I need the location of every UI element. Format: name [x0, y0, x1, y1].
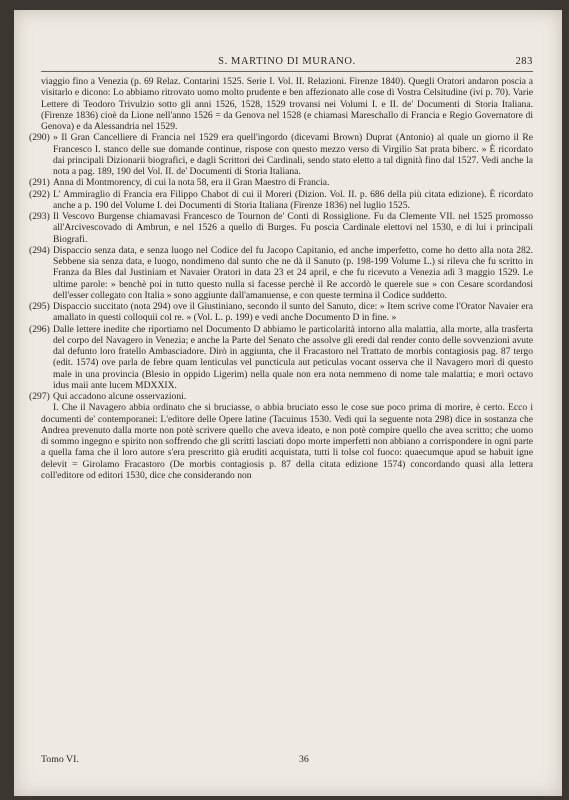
- signature-mark: 36: [299, 754, 309, 765]
- note-293: [29, 211, 533, 245]
- note-number: (293): [29, 211, 50, 222]
- header-rule: [41, 71, 533, 72]
- notes-body: [29, 76, 533, 481]
- note-text: Dispaccio senza data, e senza luogo nel Codice del fu Jacopo Capitanio, ed anche imperfetto, come ho detto alla nota 282. Sebbene sia senza data, e luogo, nondimeno dal sunto che ne dà il Sanuto (p. 198-199 Volume L.) si rileva che fu scritto in Franza da Bles dal Justiniam et Navaier Oratori in data 23 et 24 april, e che fu ricevuto a Venezia adì 3 maggio 1529. Le ultime parole: » benchè poi in tutto questo nulla si facesse perchè il Re accordò le querele sue » con Cesare scordandosi dell'esser collegato con Italia » sono aggiunte dall'amanuense, e con queste termina il Codice suddetto.: [53, 244, 533, 301]
- note-296: [29, 323, 533, 392]
- note-number: (290): [29, 132, 50, 144]
- running-header: [41, 56, 533, 70]
- note-number: (291): [29, 177, 50, 189]
- intro-paragraph: viaggio fino a Venezia (p. 69 Relaz. Contarini 1525. Serie I. Vol. II. Relazioni. Firenze 1840). Quegli Oratori andaron poscia a visitarlo e dicono: Lo abbiamo ritrovato uomo molto prudente e ben affezionato alle cose di Vostra Celsitudine (ivi p. 70). Varie Lettere di Teodoro Trivulzio sotto gli anni 1526, 1528, 1529 trovansi nei Volumi I. e II. de' Documenti di Storia Italiana. (Firenze 1836) cioè da Lione nell'anno 1526 = da Genova nel 1528 (e chiamasi Mareschallo di Francia e Regio Governatore di Genova) e da Alessandria nel 1529.: [41, 76, 533, 132]
- note-text: Qui accadono alcune osservazioni.: [53, 391, 187, 402]
- note-number: (295): [29, 301, 50, 312]
- note-text: Il Vescovo Burgense chiamavasi Francesco de Tournon de' Conti di Rossiglione. Fu da Clemente VII. nel 1525 promosso all'Arcivescovado di Ambrun, e nel 1526 a quello di Burges. Fu poscia Cardinale elettovi nel 1530, e di lui i principali Biografi.: [53, 211, 533, 245]
- note-297: [29, 391, 533, 402]
- note-text: Dalle lettere inedite che riportiamo nel Documento D abbiamo le particolarità intorno alla malattia, alla morte, alla trasferta del corpo del Navagero in Venezia; e anche la Parte del Senato che assolve gli eredi dal render conto delle sovvenzioni avute dal defunto loro fratello Ambasciadore. Dirò in aggiunta, che il Fracastoro nel Trattato de morbis contagiosis pag. 87 tergo (edit. 1574) ove parla de febre quam lenticulas vel puncticula aut peticulas vocant osserva che il Navagero morì di questo male in una provincia (Blesio in oppido Ligerim) nella quale non era nota nemmeno di nome tale malattia; e morì octavo idus maii ante lucem MDXXIX.: [53, 323, 533, 391]
- running-title: S. MARTINO DI MURANO.: [218, 56, 356, 67]
- note-text: Dispaccio succitato (nota 294) ove il Giustiniano, secondo il sunto del Sanuto, dice: » Item scrive come l'Orator Navaier era amallato in questi colloquii col re. » (Vol. L. p. 199) e vedi anche Documento D in fine. »: [53, 301, 533, 324]
- note-text: Anna di Montmorency, di cui la nota 58, era il Gran Maestro di Francia.: [53, 177, 330, 189]
- note-295: [29, 301, 533, 324]
- paragraph-297-i: I. Che il Navagero abbia ordinato che si bruciasse, o abbia bruciato esso le cose sue poco prima di morire, è certo. Ecco i documenti de' contemporanei: L'editore delle Opere latine (Tacuinus 1530. Vedi qui la seguente nota 298) dice in sostanza che Andrea prevenuto dalla morte non potè scrivere quello che aveva ideato, e non potè compire quello che avea scritto; che uomo di sommo ingegno e spirito non soffrendo che gli scritti lasciati dopo morte imperfetti non abbiano a corrispondere in ogni parte a quella fama che il loro autore s'era prescritto già eruditi acquistata, tutti li tolse col fuoco: quaecumque apud se habuit igne delevit = Girolamo Fracastoro (De morbis contagiosis p. 87 della citata edizione 1574) concordando quasi alla lettera coll'editore od editori 1530, dice che considerando non: [41, 402, 533, 481]
- note-number: (296): [29, 323, 50, 335]
- note-292: [29, 188, 533, 212]
- note-291: [29, 177, 533, 189]
- page-number: 283: [515, 56, 533, 67]
- book-page: [14, 10, 562, 796]
- note-294: [29, 244, 533, 301]
- note-text: » Il Gran Cancelliere di Francia nel 1529 era quell'ingordo (dicevami Brown) Duprat (Antonio) al quale un giorno il Re Francesco I. stanco delle sue domande continue, rispose con questo mezzo verso di Virgilio Sat prata biberc. » È ricordato dai principali Dizionarii biografici, e dagli Scrittori dei Cardinali, sendo stato eletto a tal dignità fino dal 1527. Vedi anche la nota a pag. 189, 190 del Vol. II. de' Documenti di Storia Italiana.: [53, 132, 533, 177]
- note-number: (297): [29, 391, 50, 402]
- note-number: (294): [29, 244, 50, 256]
- note-290: [29, 132, 533, 177]
- note-text: L' Ammiraglio di Francia era Filippo Chabot di cui il Moreri (Dizion. Vol. II. p. 686 della più citata edizione). È ricordato anche a p. 190 del Volume I. dei Documenti di Storia Italiana (Firenze 1836) nel luglio 1525.: [53, 188, 533, 211]
- volume-label: Tomo VI.: [41, 754, 79, 765]
- note-number: (292): [29, 188, 50, 200]
